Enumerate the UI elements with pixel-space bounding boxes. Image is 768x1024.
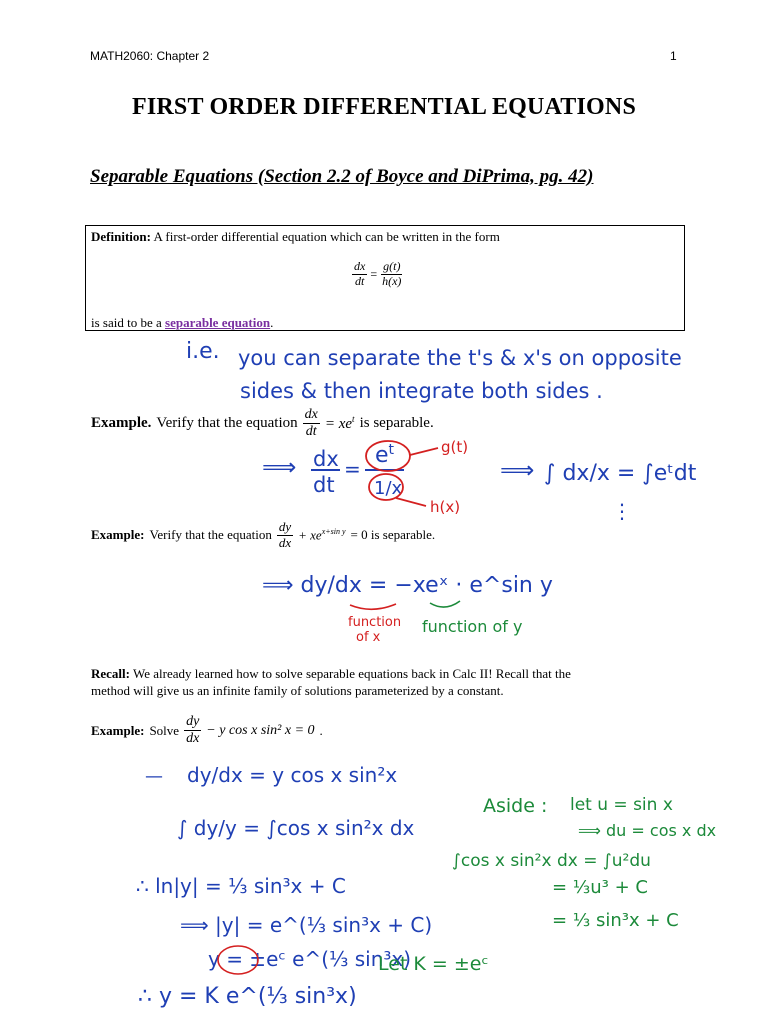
solution-step-6: ∴ y = K e^(⅓ sin³x)	[138, 984, 357, 1009]
solution-step-1: dy/dx = y cos x sin²x	[187, 763, 398, 787]
example2-frac-den: dx	[278, 534, 292, 550]
example2-tail: = 0 is separable.	[350, 527, 436, 543]
aside-line-2: ⟹ du = cos x dx	[578, 821, 717, 840]
label-function-of-x-2: of x	[356, 630, 381, 645]
example3-frac-num: dy	[184, 714, 201, 731]
example3-text-before: Solve	[149, 722, 180, 738]
let-k: Let K = ±eᶜ	[378, 953, 489, 975]
definition-closing-prefix: is said to be a	[91, 315, 162, 330]
definition-period: .	[270, 315, 274, 330]
example3-frac-den: dx	[186, 731, 200, 747]
separable-equation-link[interactable]: separable equation	[165, 315, 271, 330]
example1-hand-arrow: ⟹	[262, 453, 297, 481]
aside-title: Aside :	[483, 795, 548, 817]
example1-hand-num-sup: t	[388, 442, 395, 458]
label-h-x: h(x)	[430, 498, 461, 516]
example1-hand-lhs-num: dx	[313, 447, 339, 471]
example2-plus-xe: + xe	[298, 527, 322, 543]
solution-step-3: ∴ ln|y| = ⅓ sin³x + C	[136, 874, 346, 898]
aside-line-5: = ⅓ sin³x + C	[552, 910, 679, 931]
example1-hand-integral: ∫ dx/x = ∫eᵗdt	[544, 461, 697, 486]
example3-period: .	[319, 722, 323, 738]
aside-line-1: let u = sin x	[570, 795, 673, 815]
page-title: FIRST ORDER DIFFERENTIAL EQUATIONS	[131, 94, 636, 120]
solution-step-4: ⟹ |y| = e^(⅓ sin³x + C)	[180, 913, 433, 937]
example1-hand-dots: ⋮	[612, 499, 632, 523]
example3-label: Example:	[91, 722, 145, 738]
example2-sup: x+sin y	[321, 527, 346, 537]
aside-line-3: ∫cos x sin²x dx = ∫u²du	[452, 851, 651, 871]
example1-text-before: Verify that the equation	[156, 415, 298, 432]
label-function-of-x-1: function	[348, 615, 402, 630]
example2-text-before: Verify that the equation	[149, 527, 272, 543]
definition-text: A first-order differential equation which can be written in the form	[153, 229, 500, 244]
example2-label: Example:	[91, 527, 145, 543]
solution-step-2: ∫ dy/y = ∫cos x sin²x dx	[177, 816, 415, 840]
course-header: MATH2060: Chapter 2	[90, 49, 210, 63]
example2-frac-num: dy	[278, 519, 292, 534]
example1-hand-arrow2: ⟹	[500, 456, 535, 484]
solution-step-5: y = ±eᶜ e^(⅓ sin³x)	[208, 947, 412, 971]
section-heading: Separable Equations (Section 2.2 of Boyce and DiPrima, pg. 42)	[90, 166, 594, 187]
example1-hand-den: 1/x	[374, 478, 403, 499]
svg-text:=: =	[344, 457, 361, 481]
example1-frac-num: dx	[303, 407, 320, 424]
eq-rhs-num: g(t)	[383, 259, 401, 273]
aside-line-4: = ⅓u³ + C	[552, 877, 648, 898]
ie-line1: you can separate the t's & x's on opposite	[238, 346, 682, 370]
ie-label: i.e.	[186, 339, 220, 364]
example1-label: Example.	[91, 415, 152, 432]
eq-lhs-num: dx	[354, 259, 366, 273]
eq-lhs-den: dt	[354, 273, 365, 288]
example2-hand-line: ⟹ dy/dx = −xeˣ · e^sin y	[262, 573, 553, 598]
page-number: 1	[670, 49, 677, 63]
recall-line1: We already learned how to solve separable equations back in Calc II! Recall that the	[133, 666, 571, 681]
example1-text-after: is separable.	[359, 415, 434, 432]
ie-line2: sides & then integrate both sides .	[240, 379, 603, 403]
example1-hand-lhs-den: dt	[313, 473, 335, 497]
example3-rhs: − y cos x sin² x = 0	[206, 722, 315, 738]
example1-rhs-sup: t	[352, 414, 355, 425]
recall-label: Recall:	[91, 666, 130, 681]
eq-rhs-den: h(x)	[382, 273, 402, 288]
example1-rhs: = xe	[324, 416, 353, 433]
label-function-of-y: function of y	[422, 617, 523, 636]
label-g-t: g(t)	[441, 438, 469, 456]
lead-dash: —	[145, 766, 163, 787]
eq-equals: =	[370, 266, 378, 281]
example1-hand-num: e	[375, 443, 389, 468]
recall-line2: method will give us an infinite family of solutions parameterized by a constant.	[91, 683, 504, 698]
example1-frac-den: dt	[305, 424, 317, 440]
definition-label: Definition:	[91, 229, 151, 244]
